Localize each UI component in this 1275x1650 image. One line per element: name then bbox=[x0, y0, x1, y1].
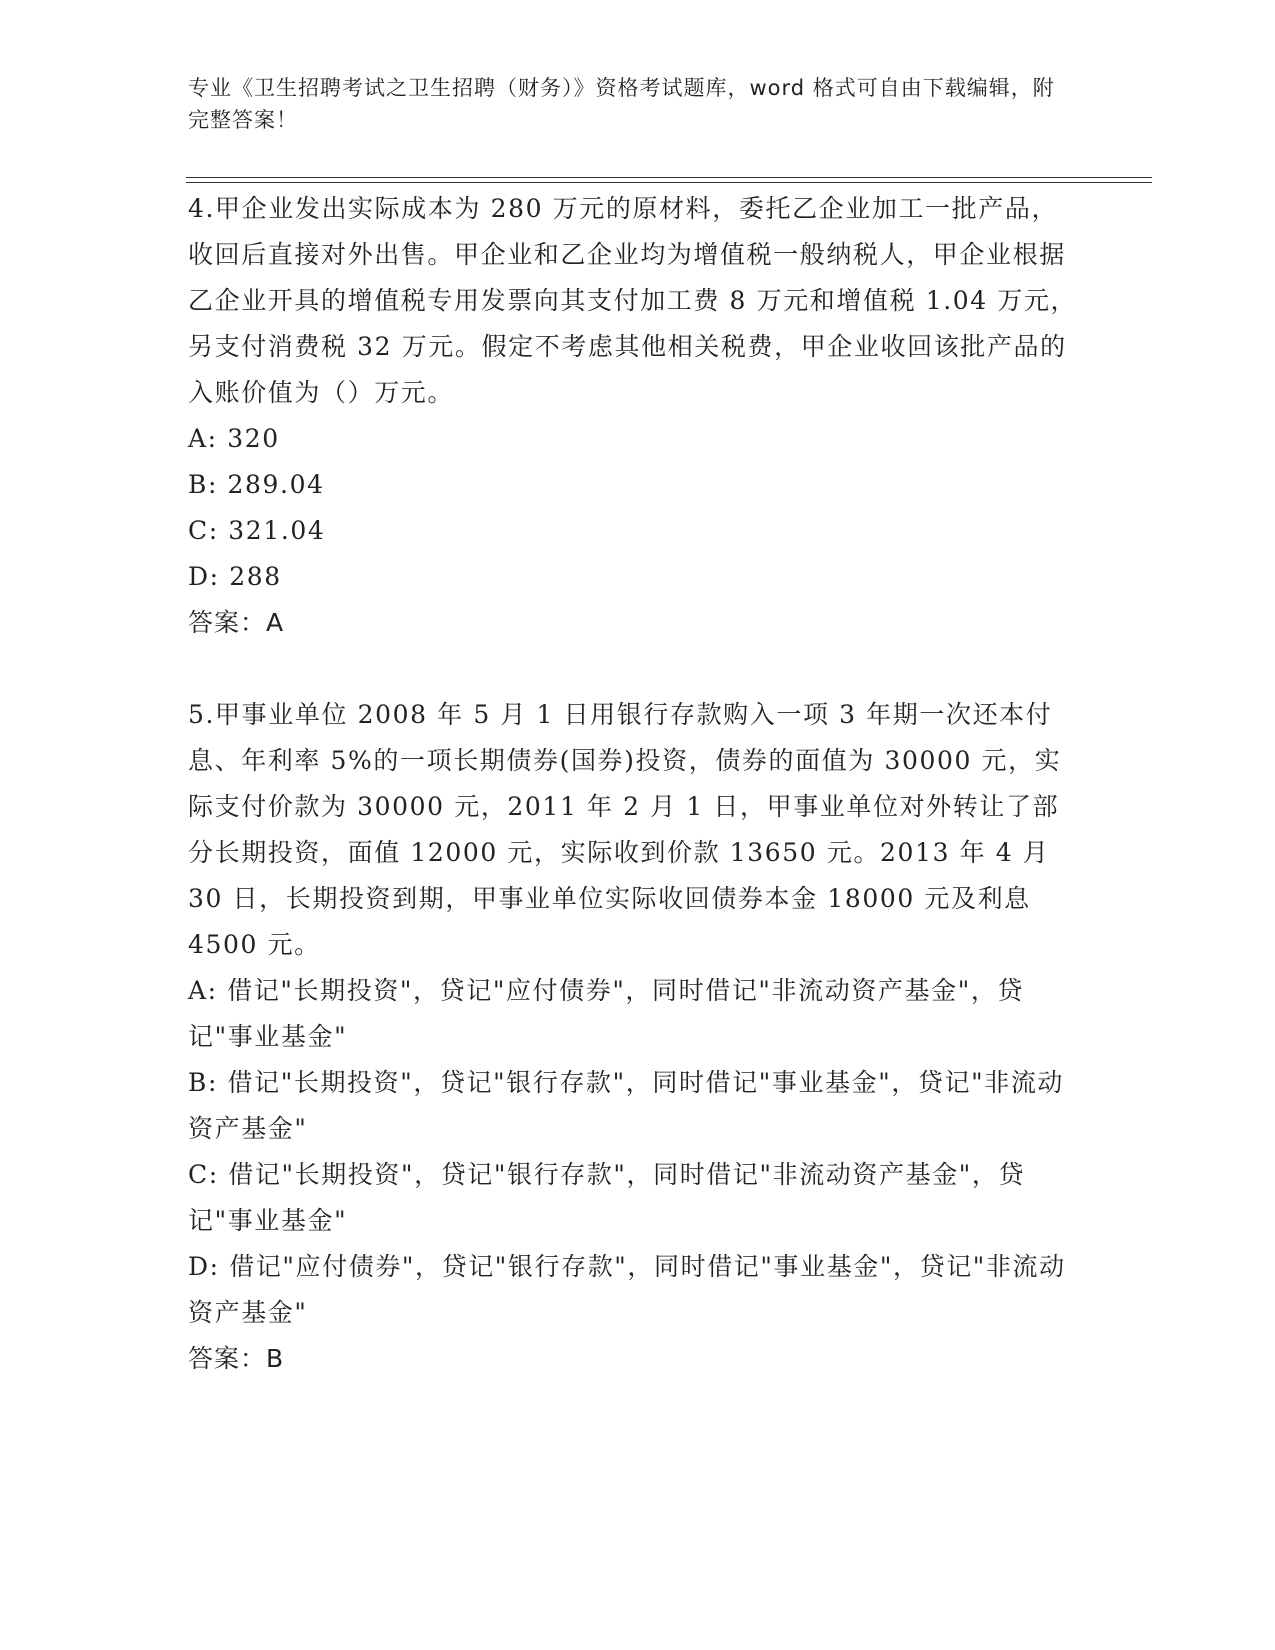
question-block bbox=[188, 692, 1078, 1382]
option-c: C: 借记"长期投资"，贷记"银行存款"，同时借记"非流动资产基金"，贷记"事业基金" bbox=[188, 1160, 1026, 1235]
document-header: 专业《卫生招聘考试之卫生招聘（财务）》资格考试题库，word 格式可自由下载编辑，附完整答案！ bbox=[188, 76, 1055, 132]
option-b: B: 289.04 bbox=[188, 470, 325, 499]
header-rule-bottom bbox=[186, 182, 1152, 183]
document-body bbox=[188, 186, 1078, 1382]
question-block bbox=[188, 186, 1078, 646]
option-a: A: 320 bbox=[188, 424, 280, 453]
header-rule-top bbox=[186, 177, 1152, 178]
question-stem: 5.甲事业单位 2008 年 5 月 1 日用银行存款购入一项 3 年期一次还本付息、年利率 5%的一项长期债券(国券)投资，债券的面值为 30000 元，实际支付价款为 30000 元，2011 年 2 月 1 日，甲事业单位对外转让了部分长期投资，面值 12000 元，实际收到价款 13650 元。2013 年 4 月 30 日，长期投资到期，甲事业单位实际收回债券本金 18000 元及利息 4500 元。 bbox=[188, 700, 1062, 959]
option-d: D: 288 bbox=[188, 562, 282, 591]
question-gap bbox=[188, 646, 1078, 692]
answer-line: 答案：B bbox=[188, 1344, 285, 1373]
option-a: A: 借记"长期投资"，贷记"应付债券"，同时借记"非流动资产基金"，贷记"事业基金" bbox=[188, 976, 1025, 1051]
answer-line: 答案：A bbox=[188, 608, 285, 637]
option-c: C: 321.04 bbox=[188, 516, 326, 545]
option-b: B: 借记"长期投资"，贷记"银行存款"，同时借记"事业基金"，贷记"非流动资产基金" bbox=[188, 1068, 1065, 1143]
option-d: D: 借记"应付债券"，贷记"银行存款"，同时借记"事业基金"，贷记"非流动资产基金" bbox=[188, 1252, 1066, 1327]
question-stem: 4.甲企业发出实际成本为 280 万元的原材料，委托乙企业加工一批产品，收回后直接对外出售。甲企业和乙企业均为增值税一般纳税人，甲企业根据乙企业开具的增值税专用发票向其支付加工费 8 万元和增值税 1.04 万元，另支付消费税 32 万元。假定不考虑其他相关税费，甲企业收回该批产品的入账价值为（）万元。 bbox=[188, 194, 1078, 407]
